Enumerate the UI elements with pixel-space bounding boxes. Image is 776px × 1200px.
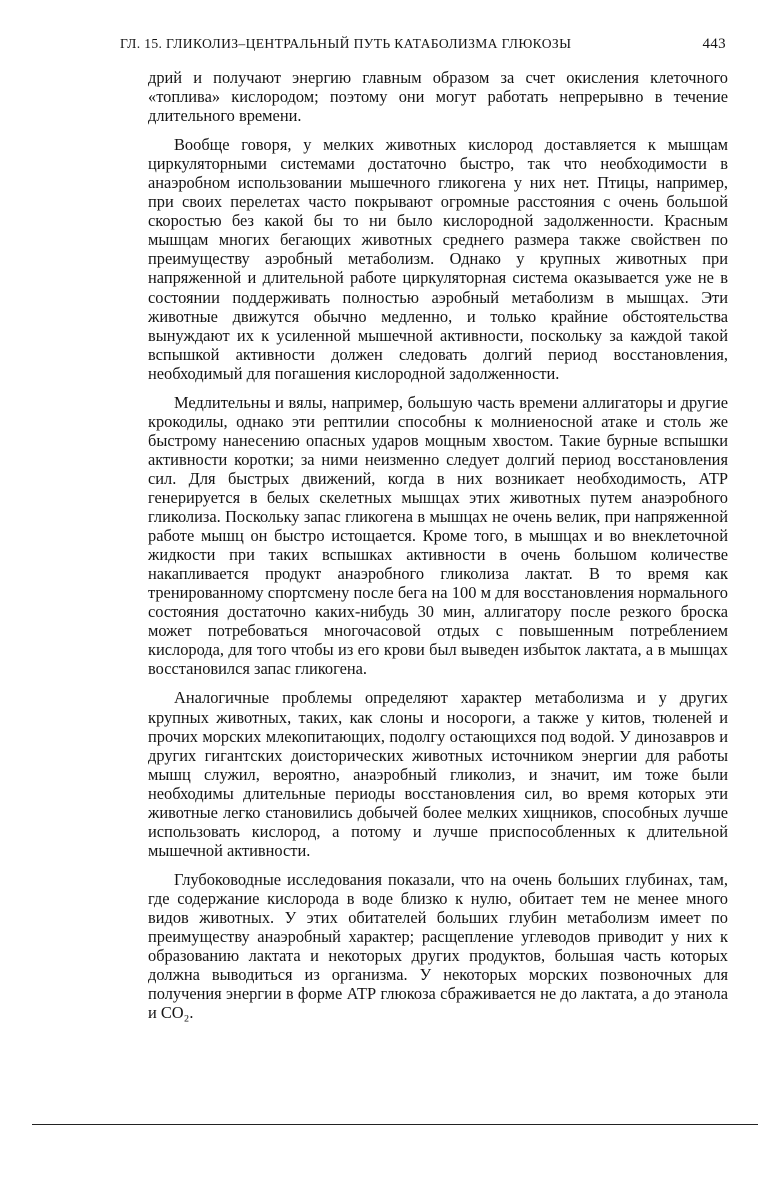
body-text [148,68,728,1032]
chapter-running-title: ГЛ. 15. ГЛИКОЛИЗ–ЦЕНТРАЛЬНЫЙ ПУТЬ КАТАБОЛИЗМА ГЛЮКОЗЫ [120,36,572,51]
footnote-rule [32,1124,758,1125]
paragraph-large-animals: Аналогичные проблемы определяют характер метаболизма и у других крупных животных, таких, как слоны и носороги, а также у китов, тюленей и прочих морских млекопитающих, подолгу остающихся под водой. У динозавров и других гигантских доисторических животных источником энергии для работы мышц служил, вероятно, анаэробный гликолиз, и значит, им тоже были необходимы длительные периоды восстановления сил, во время которых эти животные легко становились добычей более мелких хищников, способных лучше использовать кислород, а потому и лучше приспособленных к длительной мышечной активности. [148,688,728,860]
paragraph-deep-sea: Глубоководные исследования показали, что на очень больших глубинах, там, где содержание кислорода в воде близко к нулю, обитает тем не менее много видов животных. У этих обитателей больших глубин метаболизм имеет по преимуществу анаэробный характер; расщепление углеводов приводит у них к образованию лактата и некоторых других продуктов, большая часть которых должна выводиться из организма. У некоторых морских позвоночных для получения энергии в форме АТР глюкоза сбраживается не до лактата, а до этанола и CO₂. [148,869,728,1023]
page-number: 443 [702,36,726,52]
running-header [120,34,726,54]
paragraph-oxygen-delivery: Вообще говоря, у мелких животных кислород доставляется к мышцам циркуляторными системами достаточно быстро, так что необходимости в анаэробном использовании мышечного гликогена у них нет. Птицы, например, при своих перелетах часто покрывают огромные расстояния с очень большой скоростью без какой бы то ни было кислородной задолженности. Красным мышцам многих бегающих животных среднего размера также свойствен по преимуществу аэробный метаболизм. Однако у крупных животных при напряженной и длительной работе циркуляторная система оказывается уже не в состоянии поддерживать полностью аэробный метаболизм в мышцах. Эти животные движутся обычно медленно, и только крайние обстоятельства вынуждают их к усиленной мышечной активности, поскольку за каждой такой вспышкой активности должен следовать долгий период восстановления, необходимый для погашения кислородной задолженности. [148,135,728,383]
paragraph-continued: дрий и получают энергию главным образом за счет окисления клеточного «топлива» кислородом; поэтому они могут работать непрерывно в течение длительного времени. [148,68,728,126]
paragraph-alligators: Медлительны и вялы, например, большую часть времени аллигаторы и другие крокодилы, однако эти рептилии способны к молниеносной атаке и столь же быстрому нанесению опасных ударов мощным хвостом. Такие бурные вспышки активности коротки; за ними неизменно следует долгий период восстановления сил. Для быстрых движений, когда в них возникает необходимость, АТР генерируется в белых скелетных мышцах этих животных путем анаэробного гликолиза. Поскольку запас гликогена в мышцах не очень велик, при напряженной работе мышц он быстро истощается. Кроме того, в мышцах и во внеклеточной жидкости при таких вспышках активности в очень большом количестве накапливается продукт анаэробного гликолиза лактат. В то время как тренированному спортсмену после бега на 100 м для восстановления нормального состояния достаточно каких-нибудь 30 мин, аллигатору после резкого броска может потребоваться многочасовой отдых с повышенным потреблением кислорода, для того чтобы из его крови был выведен избыток лактата, а в мышцах восстановился запас гликогена. [148,392,728,679]
